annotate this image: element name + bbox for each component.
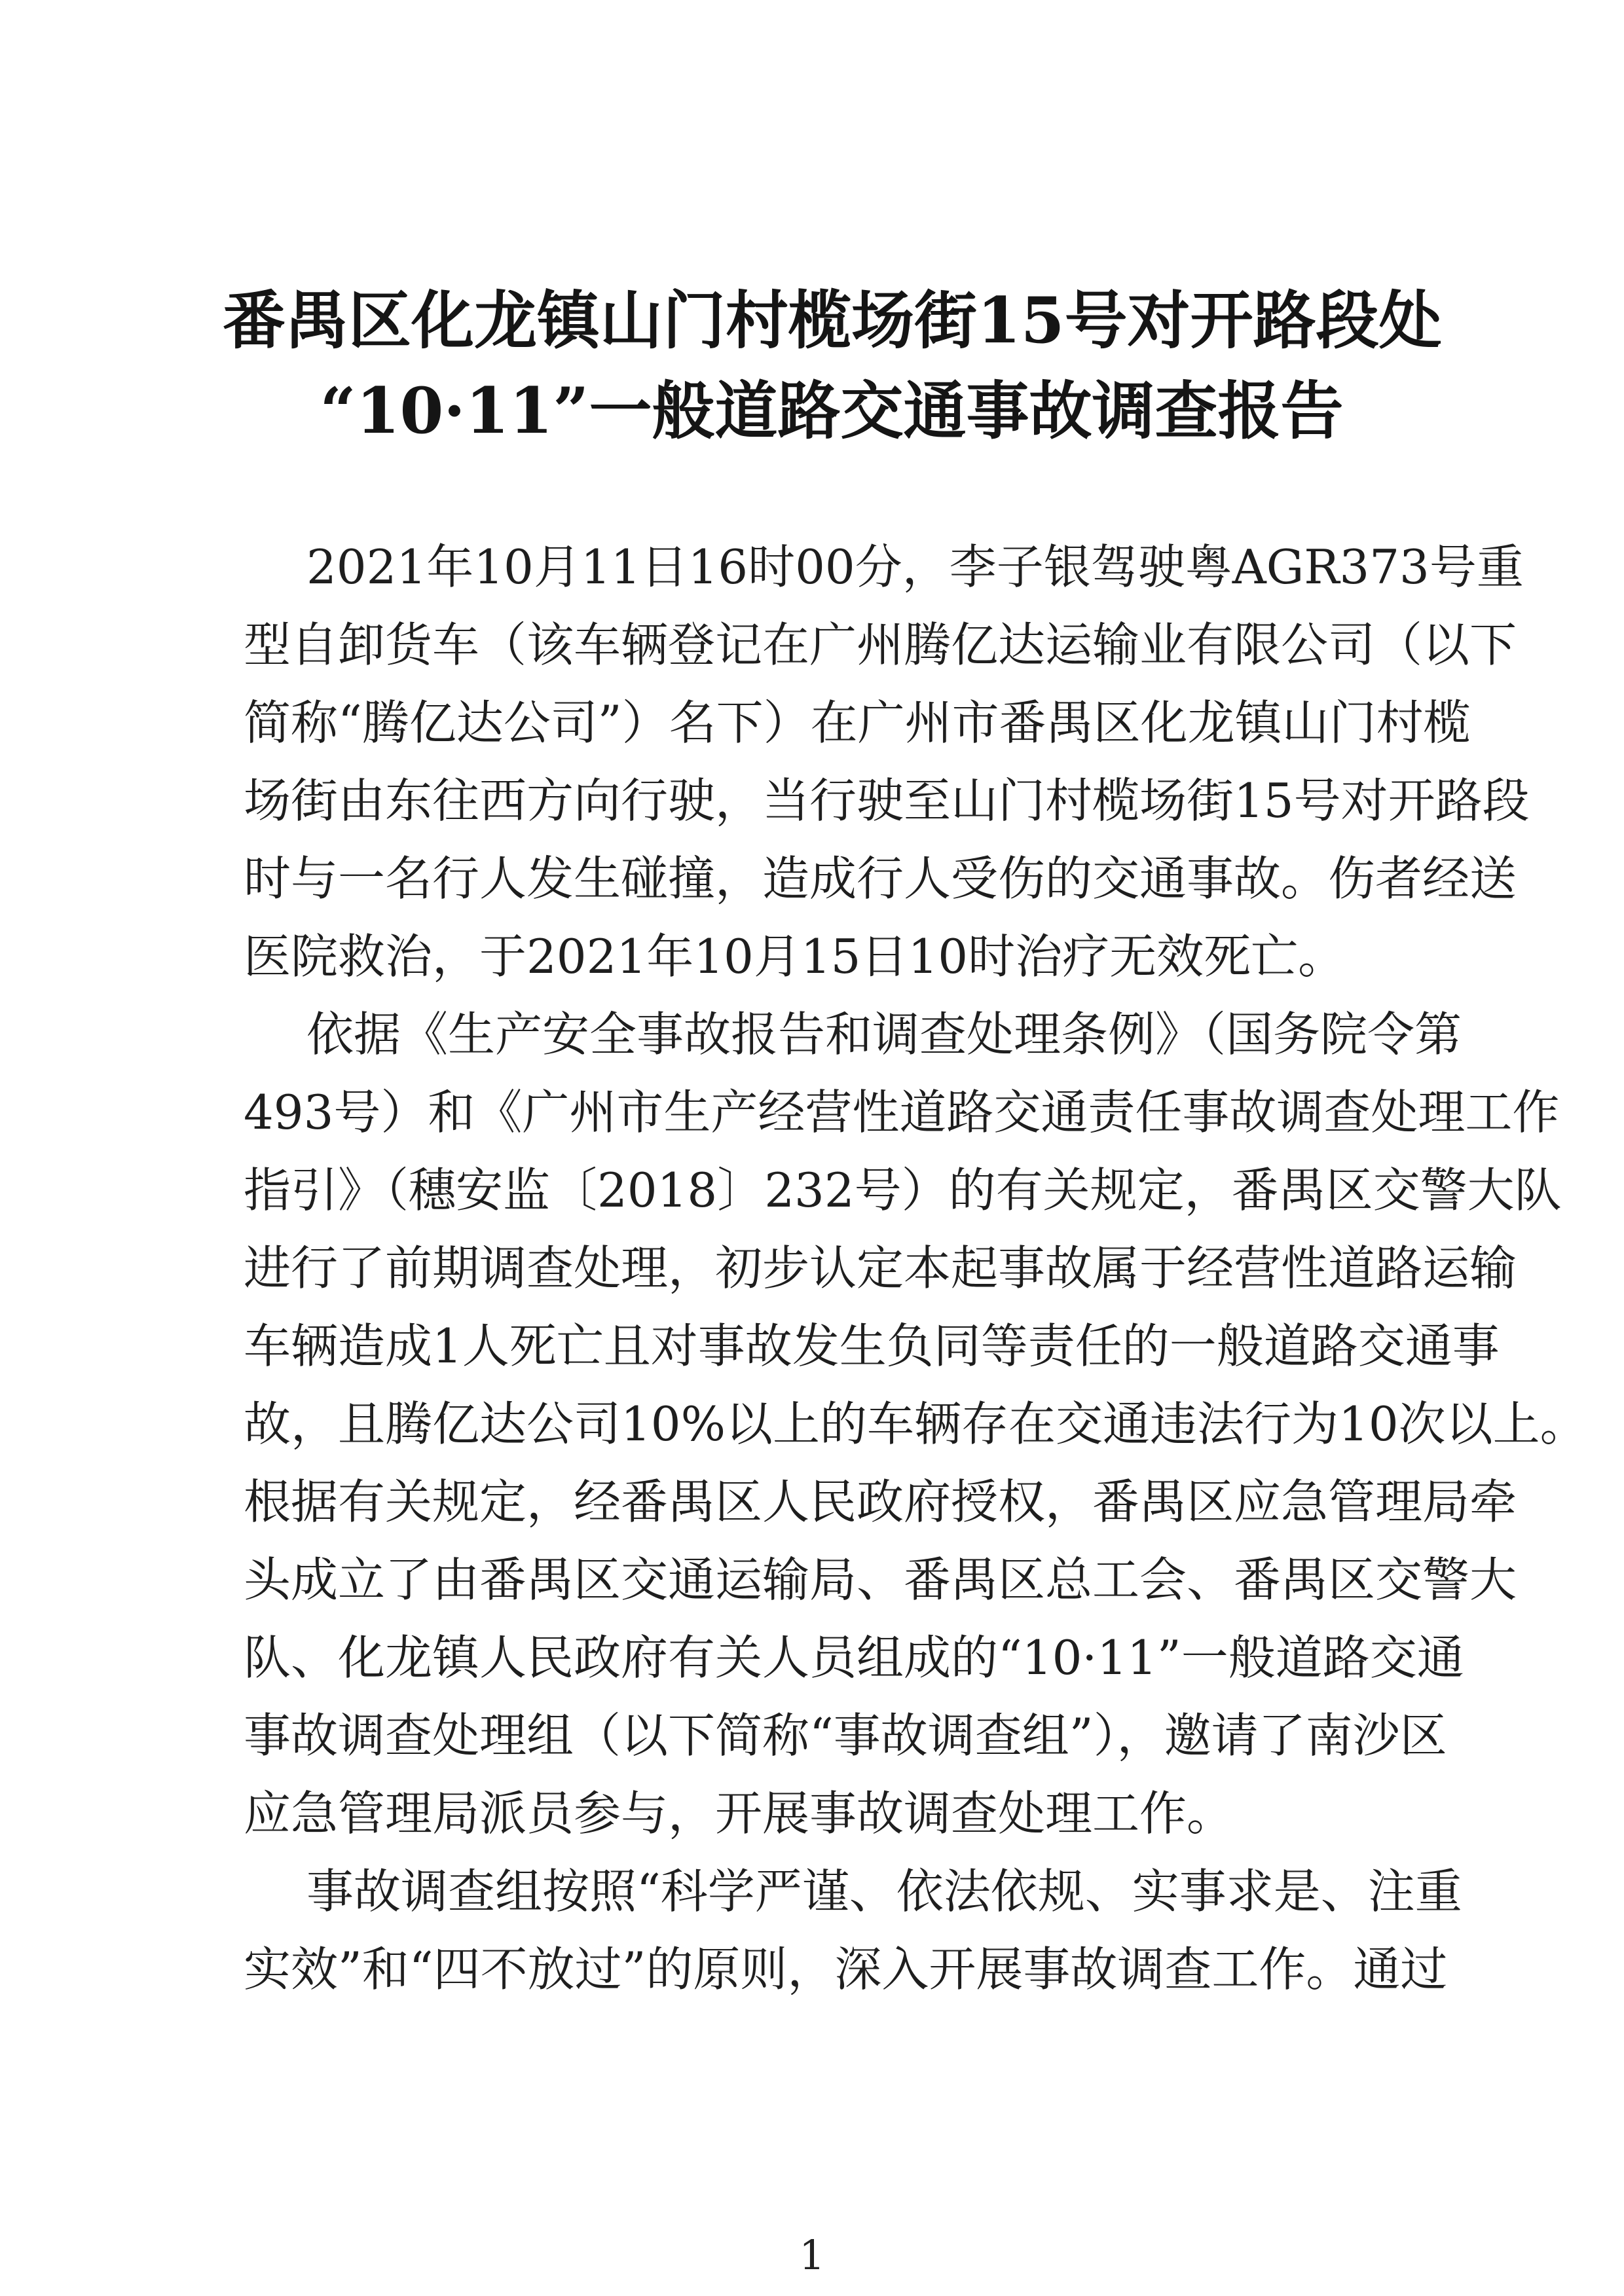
- body-line: 2021年10月11日16时00分，李子银驾驶粤AGR373号重: [306, 539, 1524, 594]
- body-line: 医院救治，于2021年10月15日10时治疗无效死亡。: [244, 929, 1346, 984]
- body-line: 493号）和《广州市生产经营性道路交通责任事故调查处理工作: [244, 1085, 1560, 1140]
- body-line: 事故调查组按照“科学严谨、依法依规、实事求是、注重: [306, 1864, 1462, 1919]
- body-line: 实效”和“四不放过”的原则，深入开展事故调查工作。通过: [244, 1942, 1448, 1997]
- body-line: 队、化龙镇人民政府有关人员组成的“10·11”一般道路交通: [244, 1630, 1464, 1685]
- body-line: 指引》（穗安监〔2018〕232号）的有关规定，番禺区交警大队: [244, 1163, 1562, 1218]
- body-line: 头成立了由番禺区交通运输局、番禺区总工会、番禺区交警大: [244, 1552, 1517, 1607]
- body-line: 进行了前期调查处理，初步认定本起事故属于经营性道路运输: [244, 1241, 1517, 1296]
- body-line: 应急管理局派员参与，开展事故调查处理工作。: [244, 1786, 1234, 1841]
- body-line: 型自卸货车（该车辆登记在广州腾亿达运输业有限公司（以下: [244, 617, 1517, 672]
- body-line: 依据《生产安全事故报告和调查处理条例》（国务院令第: [306, 1007, 1462, 1062]
- document-title-line-1: 番禺区化龙镇山门村榄场街15号对开路段处: [223, 283, 1442, 357]
- page-number: 1: [799, 2231, 825, 2279]
- body-line: 简称“腾亿达公司”）名下）在广州市番禺区化龙镇山门村榄: [244, 695, 1471, 750]
- body-line: 根据有关规定，经番禺区人民政府授权，番禺区应急管理局牵: [244, 1474, 1517, 1529]
- document-title-line-2: “10·11”一般道路交通事故调查报告: [320, 374, 1344, 448]
- body-line: 车辆造成1人死亡且对事故发生负同等责任的一般道路交通事: [244, 1319, 1500, 1374]
- body-line: 故，且腾亿达公司10%以上的车辆存在交通违法行为10次以上。: [244, 1396, 1587, 1451]
- body-line: 场街由东往西方向行驶，当行驶至山门村榄场街15号对开路段: [244, 773, 1530, 828]
- body-line: 时与一名行人发生碰撞，造成行人受伤的交通事故。伤者经送: [244, 851, 1517, 906]
- body-line: 事故调查处理组（以下简称“事故调查组”），邀请了南沙区: [244, 1708, 1447, 1763]
